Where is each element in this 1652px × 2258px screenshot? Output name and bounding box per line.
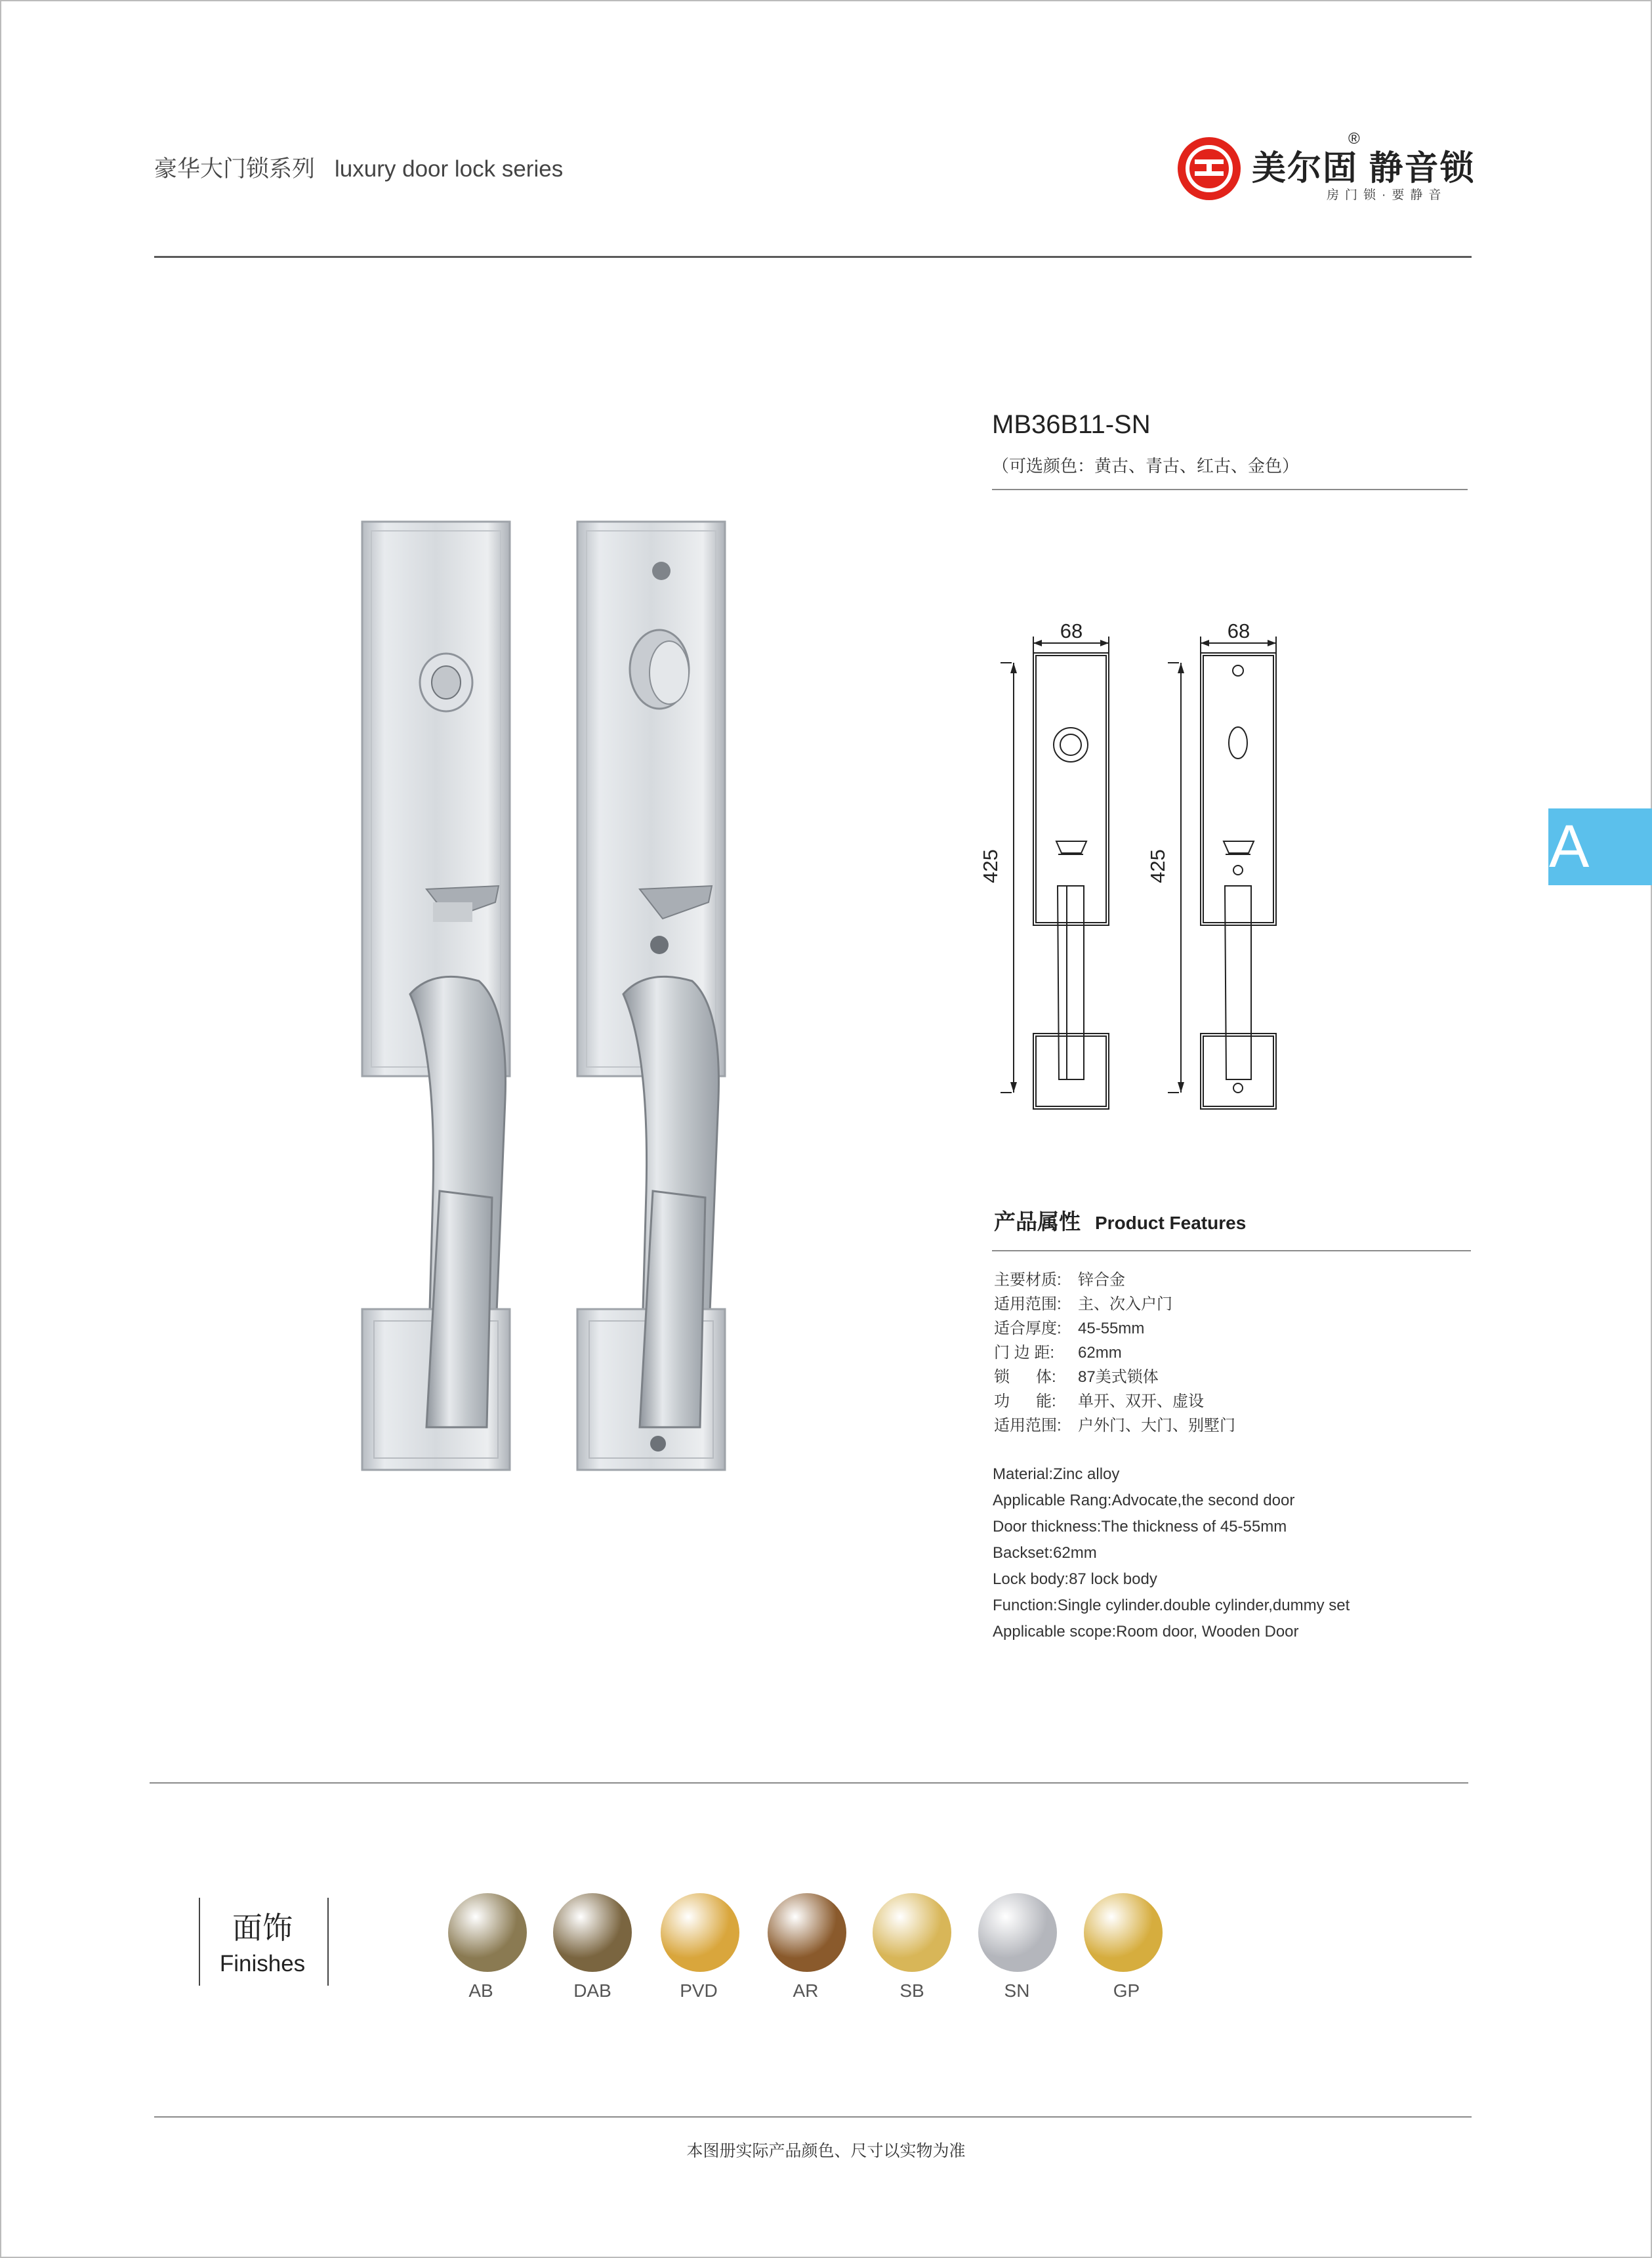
finish-label: SN: [1004, 1980, 1030, 2001]
finish-swatch-sn: [978, 1893, 1057, 1972]
feature-row-en: Function:Single cylinder.double cylinder,dummy set: [993, 1597, 1350, 1614]
finishes-title-en: Finishes: [219, 1951, 306, 1976]
finish-label: DAB: [573, 1980, 611, 2001]
feature-row-en: Door thickness:The thickness of 45-55mm: [993, 1518, 1287, 1536]
finish-label: SB: [899, 1980, 924, 2001]
finish-label: AR: [793, 1980, 819, 2001]
dim-left-height: 425: [979, 849, 1002, 883]
dim-left-width: 68: [1060, 619, 1083, 642]
section-tab: A: [1548, 808, 1652, 885]
model-color-options: （可选颜色：黄古、青古、红古、金色）: [992, 456, 1300, 476]
feature-row-cn: 适用范围: 户外门、大门、别墅门: [994, 1417, 1235, 1434]
header-divider: [154, 256, 1472, 258]
brand-logo-icon: [1176, 136, 1242, 201]
finishes-title-cn: 面饰: [232, 1911, 293, 1945]
technical-drawing: [971, 597, 1299, 1116]
finish-swatch-ab: [448, 1893, 527, 1972]
features-cn-list: [994, 1268, 1235, 1438]
finish-swatch-gp: [1084, 1893, 1163, 1972]
feature-row-cn: 锁 体: 87美式锁体: [994, 1368, 1159, 1386]
feature-row-cn: 门 边 距: 62mm: [994, 1344, 1122, 1362]
dim-right-height: 425: [1146, 849, 1169, 883]
finish-swatch-dab: [553, 1893, 632, 1972]
features-divider: [992, 1250, 1471, 1251]
feature-row-cn: 主要材质: 锌合金: [994, 1271, 1125, 1289]
brand-registered-mark: ®: [1348, 130, 1360, 148]
series-title-en: luxury door lock series: [335, 156, 564, 182]
features-title-cn: 产品属性: [994, 1209, 1081, 1234]
finish-swatch-pvd: [661, 1893, 739, 1972]
features-en-list: [993, 1461, 1350, 1645]
feature-row-cn: 适用范围: 主、次入户门: [994, 1295, 1172, 1313]
series-title-cn: 豪华大门锁系列: [154, 156, 316, 182]
features-title-en: Product Features: [1095, 1213, 1247, 1233]
series-title: [154, 151, 583, 184]
product-photo: [348, 509, 741, 1480]
finish-swatch-ar: [768, 1893, 846, 1972]
feature-row-en: Backset:62mm: [993, 1544, 1097, 1562]
footer-divider: [154, 2116, 1472, 2118]
feature-row-en: Lock body:87 lock body: [993, 1570, 1157, 1588]
features-title: [994, 1205, 1246, 1236]
finishes-divider: [150, 1782, 1468, 1784]
footer-note: 本图册实际产品颜色、尺寸以实物为准: [686, 2142, 966, 2160]
feature-row-cn: 适合厚度: 45-55mm: [994, 1320, 1145, 1337]
finish-label: AB: [468, 1980, 493, 2001]
model-divider: [992, 489, 1468, 490]
model-number: MB36B11-SN: [992, 410, 1151, 439]
brand-name: 美尔固 静音锁: [1252, 150, 1476, 188]
feature-row-en: Material:Zinc alloy: [993, 1465, 1120, 1483]
finish-swatch-sb: [873, 1893, 951, 1972]
dim-right-width: 68: [1227, 619, 1250, 642]
feature-row-cn: 功 能: 单开、双开、虚设: [994, 1392, 1204, 1410]
feature-row-en: Applicable scope:Room door, Wooden Door: [993, 1623, 1299, 1641]
finish-label: GP: [1113, 1980, 1140, 2001]
finish-label: PVD: [680, 1980, 718, 2001]
brand-slogan: 房门锁·要静音: [1327, 188, 1447, 202]
feature-row-en: Applicable Rang:Advocate,the second door: [993, 1492, 1295, 1509]
